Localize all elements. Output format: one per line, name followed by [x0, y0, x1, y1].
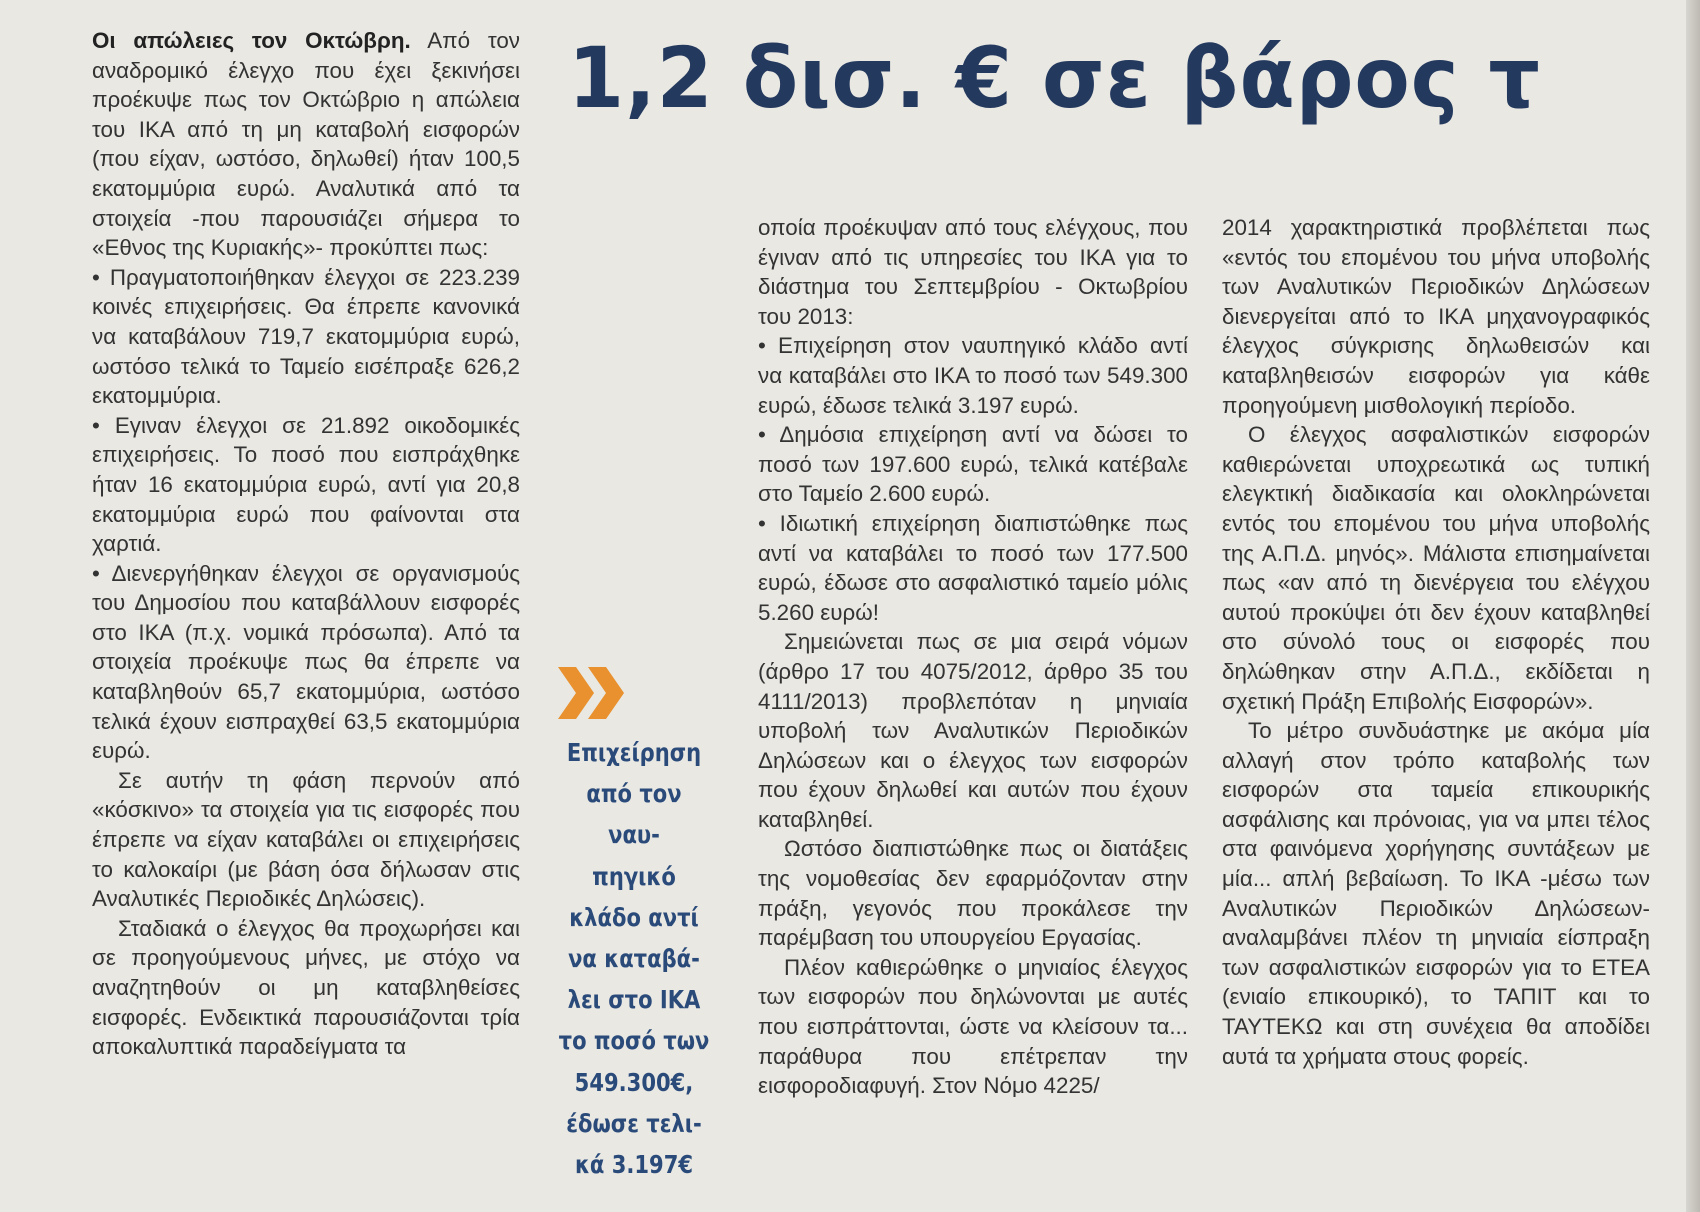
- paragraph: 2014 χαρακτηριστικά προβλέπεται πως «εντός του επομένου του μήνα υποβολής των Αναλυτικών Περιοδικών Δηλώσεων διενεργείται από το ΙΚΑ μηχανογραφικός έλεγχος σύγκρισης δηλωθεισών και καταβληθεισών εισφορών για κάθε προηγούμενη μισθολογική περίοδο.: [1222, 215, 1650, 418]
- pull-quote-line: 549.300€,: [574, 1067, 694, 1097]
- pull-quote-line: από τον ναυ-: [586, 779, 682, 850]
- paragraph: οποία προέκυψαν από τους ελέγχους, που έγιναν από τις υπηρεσίες του ΙΚΑ για το διάστημα του Σεπτεμβρίου - Οκτωβρίου του 2013:: [758, 215, 1188, 329]
- section-lead: Οι απώλειες τον Οκτώβρη.: [92, 28, 411, 53]
- bullet-paragraph: • Εγιναν έλεγχοι σε 21.892 οικοδομικές επιχειρήσεις. Το ποσό που εισπράχθηκε ήταν 16 εκατομμύρια ευρώ, αντί για 20,8 εκατομμύρια ευρώ που φαίνονται στα χαρτιά.: [92, 412, 520, 557]
- paragraph: Σταδιακά ο έλεγχος θα προχωρήσει και σε προηγούμενους μήνες, με στόχο να αναζητηθούν οι μη καταβληθείσες εισφορές. Ενδεικτικά παρουσιάζονται τρία αποκαλυπτικά παραδείγματα τα: [92, 915, 520, 1060]
- pull-quote-line: Επιχείρηση: [566, 738, 702, 767]
- pull-quote-line: λει στο ΙΚΑ: [567, 985, 701, 1015]
- article-column-2: [758, 213, 1188, 1101]
- headline: 1,2 δισ. € σε βάρος τ: [568, 29, 1541, 127]
- bullet-paragraph: • Διενεργήθηκαν έλεγχοι σε οργανισμούς του Δημοσίου που καταβάλλουν εισφορές στο ΙΚΑ (π.χ. νομικά πρόσωπα). Από τα στοιχεία προέκυψε πως θα έπρεπε να καταβληθούν 65,7 εκατομμύρια, ωστόσο τελικά έχουν εισπραχθεί 63,5 εκατομμύρια ευρώ.: [92, 560, 520, 764]
- bullet-paragraph: • Ιδιωτική επιχείρηση διαπιστώθηκε πως αντί να καταβάλει το ποσό των 177.500 ευρώ, έδωσε στο ασφαλιστικό ταμείο μόλις 5.260 ευρώ!: [758, 510, 1188, 625]
- paragraph: Ωστόσο διαπιστώθηκε πως οι διατάξεις της νομοθεσίας δεν εφαρμόζονταν στην πράξη, γεγονός που προκάλεσε την παρέμβαση του υπουργείου Εργασίας.: [758, 836, 1188, 951]
- pull-quote-line: πηγικό: [592, 861, 676, 891]
- pull-quote-line: κλάδο αντί: [569, 902, 699, 932]
- pull-quote-line: έδωσε τελι-: [566, 1108, 702, 1138]
- paragraph: Σε αυτήν τη φάση περνούν από «κόσκινο» τα στοιχεία για τις εισφορές που έπρεπε να είχαν καταβάλει οι επιχειρήσεις το καλοκαίρι (με βάση όσα δήλωσαν στις Αναλυτικές Περιοδικές Δηλώσεις).: [92, 767, 520, 912]
- bullet-paragraph: • Δημόσια επιχείρηση αντί να δώσει το ποσό των 197.600 ευρώ, τελικά κατέβαλε στο Ταμείο 2.600 ευρώ.: [758, 422, 1188, 507]
- paragraph: Το μέτρο συνδυάστηκε με ακόμα μία αλλαγή στον τρόπο καταβολής των εισφορών στα ταμεία επικουρικής ασφάλισης και πρόνοιας, για να μπει τέλος στα φαινόμενα χορήγησης συντάξεων με μία... απλή βεβαίωση. Το ΙΚΑ -μέσω των Αναλυτικών Περιοδικών Δηλώσεων- αναλαμβάνει πλέον τη μηνιαία είσπραξη των ασφαλιστικών εισφορών για το ΕΤΕΑ (ενιαίο επικουρικό), το ΤΑΠΙΤ και το ΤΑΥΤΕΚΩ και στη συνέχεια θα αποδίδει αυτά τα χρήματα στους φορείς.: [1222, 718, 1650, 1069]
- bullet-paragraph: • Πραγματοποιήθηκαν έλεγχοι σε 223.239 κοινές επιχειρήσεις. Θα έπρεπε κανονικά να καταβάλουν 719,7 εκατομμύρια ευρώ, ωστόσο τελικά το Ταμείο εισέπραξε 626,2 εκατομμύρια.: [92, 264, 520, 409]
- pull-quote-line: να καταβά-: [568, 944, 700, 974]
- paragraph: Ο έλεγχος ασφαλιστικών εισφορών καθιερώνεται υποχρεωτικά ως τυπική ελεγκτική διαδικασία και ολοκληρώνεται εντός του επομένου του μήνα υποβολής της Α.Π.Δ. μηνός». Μάλιστα επισημαίνεται πως «αν από τη διενέργεια του ελέγχου αυτού προκύψει ότι δεν έχουν καταβληθεί στο σύνολό τους οι εισφορές που δηλώθηκαν στην Α.Π.Δ., εκδίδεται η σχετική Πράξη Επιβολής Εισφορών».: [1222, 422, 1650, 714]
- pull-quote-line: κά 3.197€: [574, 1150, 694, 1180]
- pull-quote-line: το ποσό των: [558, 1026, 710, 1056]
- bullet-paragraph: • Επιχείρηση στον ναυπηγικό κλάδο αντί να καταβάλει στο ΙΚΑ το ποσό των 549.300 ευρώ, έδωσε τελικά 3.197 ευρώ.: [758, 333, 1188, 418]
- article-column-1: [92, 26, 520, 1062]
- double-chevron-right-icon: [556, 665, 628, 721]
- paragraph: Πλέον καθιερώθηκε ο μηνιαίος έλεγχος των εισφορών που δηλώνονται με αυτές που εισπράττονται, ώστε να κλείσουν τα... παράθυρα που επέτρεπαν την εισφοροδιαφυγή. Στον Νόμο 4225/: [758, 954, 1188, 1099]
- pull-quote: [558, 732, 709, 1185]
- paragraph: [92, 26, 520, 263]
- paragraph-text: Από τον αναδρομικό έλεγχο που έχει ξεκινήσει προέκυψε πως τον Οκτώβριο η απώλεια του ΙΚΑ από τη μη καταβολή εισφορών (που είχαν, ωστόσο, δηλωθεί) ήταν 100,5 εκατομμύρια ευρώ. Αναλυτικά από τα στοιχεία -που παρουσιάζει σήμερα το «Εθνος της Κυριακής»- προκύπτει πως:: [92, 28, 521, 261]
- scan-edge: [1686, 0, 1700, 1212]
- article-column-3: [1222, 213, 1650, 1071]
- paragraph: Σημειώνεται πως σε μια σειρά νόμων (άρθρο 17 του 4075/2012, άρθρο 35 του 4111/2013) προβλεπόταν η μηνιαία υποβολή των Αναλυτικών Περιοδικών Δηλώσεων και ο έλεγχος των εισφορών που έχουν δηλωθεί και αυτών που έχουν καταβληθεί.: [758, 629, 1188, 832]
